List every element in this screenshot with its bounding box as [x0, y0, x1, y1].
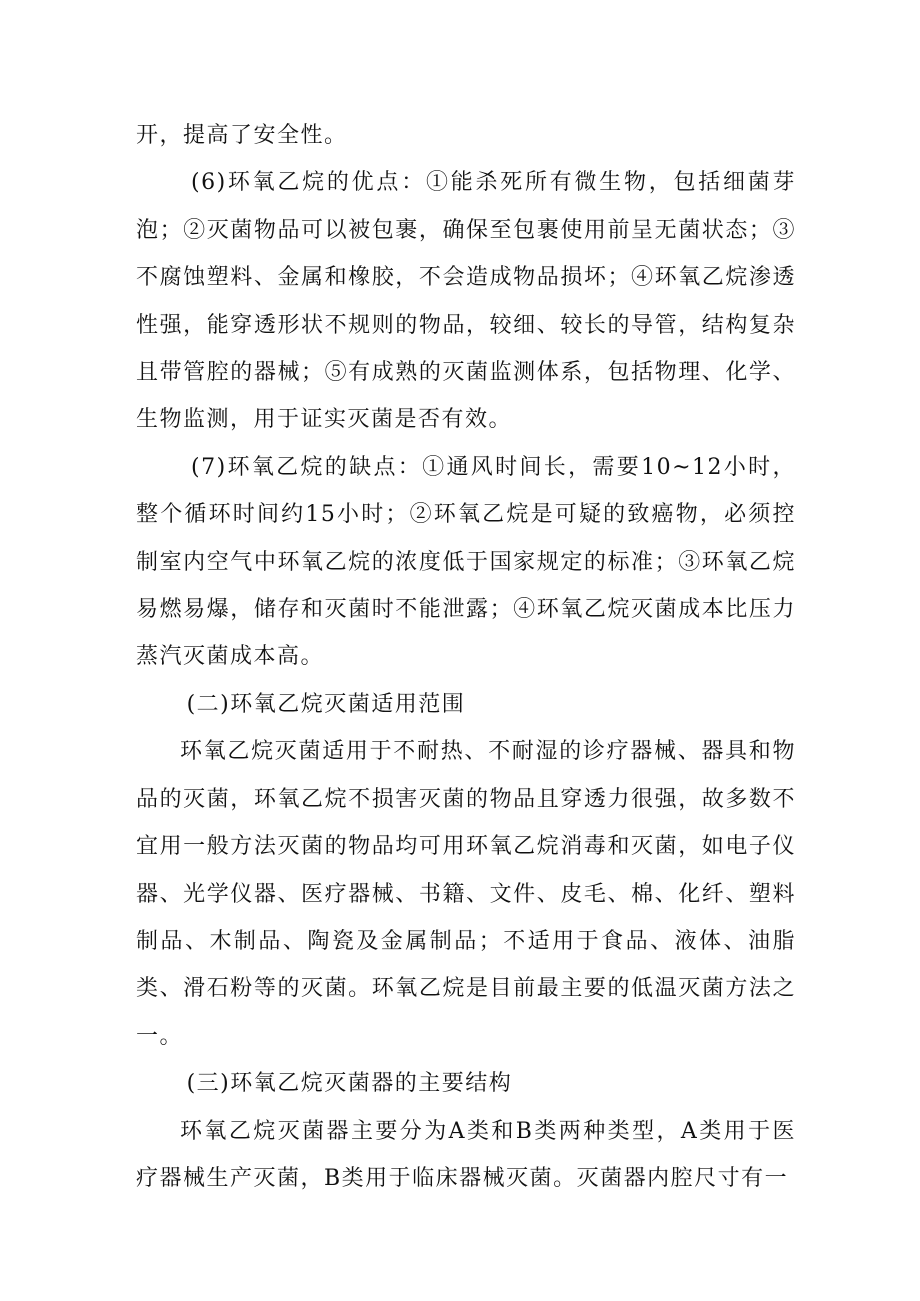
- paragraph-scope: 环氧乙烷灭菌适用于不耐热、不耐湿的诊疗器械、器具和物品的灭菌，环氧乙烷不损害灭菌的物品且穿透力很强，故多数不宜用一般方法灭菌的物品均可用环氧乙烷消毒和灭菌，如电子仪器、光学仪器、医疗器械、书籍、文件、皮毛、棉、化纤、塑料制品、木制品、陶瓷及金属制品；不适用于食品、液体、油脂类、滑石粉等的灭菌。环氧乙烷是目前最主要的低温灭菌方法之一。: [136, 739, 796, 1049]
- paragraph-disadvantages: (7)环氧乙烷的缺点：①通风时间长，需要10~12小时，整个循环时间约15小时；②环氧乙烷是可疑的致癌物，必须控制室内空气中环氧乙烷的浓度低于国家规定的标准；③环氧乙烷易燃易爆，储存和灭菌时不能泄露；④环氧乙烷灭菌成本比压力蒸汽灭菌成本高。: [136, 454, 796, 670]
- section-heading-scope: (二)环氧乙烷灭菌适用范围: [186, 691, 466, 717]
- paragraph-structure: 环氧乙烷灭菌器主要分为A类和B类两种类型，A类用于医疗器械生产灭菌，B类用于临床器械灭菌。灭菌器内腔尺寸有一: [136, 1118, 796, 1191]
- document-body: [136, 112, 796, 1202]
- section-heading-structure: (三)环氧乙烷灭菌器的主要结构: [186, 1071, 513, 1097]
- paragraph-continuation: 开，提高了安全性。: [136, 123, 348, 148]
- paragraph-advantages: (6)环氧乙烷的优点：①能杀死所有微生物，包括细菌芽泡；②灭菌物品可以被包裹，确保至包裹使用前呈无菌状态；③不腐蚀塑料、金属和橡胶，不会造成物品损坏；④环氧乙烷渗透性强，能穿透形状不规则的物品，较细、较长的导管，结构复杂且带管腔的器械；⑤有成熟的灭菌监测体系，包括物理、化学、生物监测，用于证实灭菌是否有效。: [136, 170, 796, 433]
